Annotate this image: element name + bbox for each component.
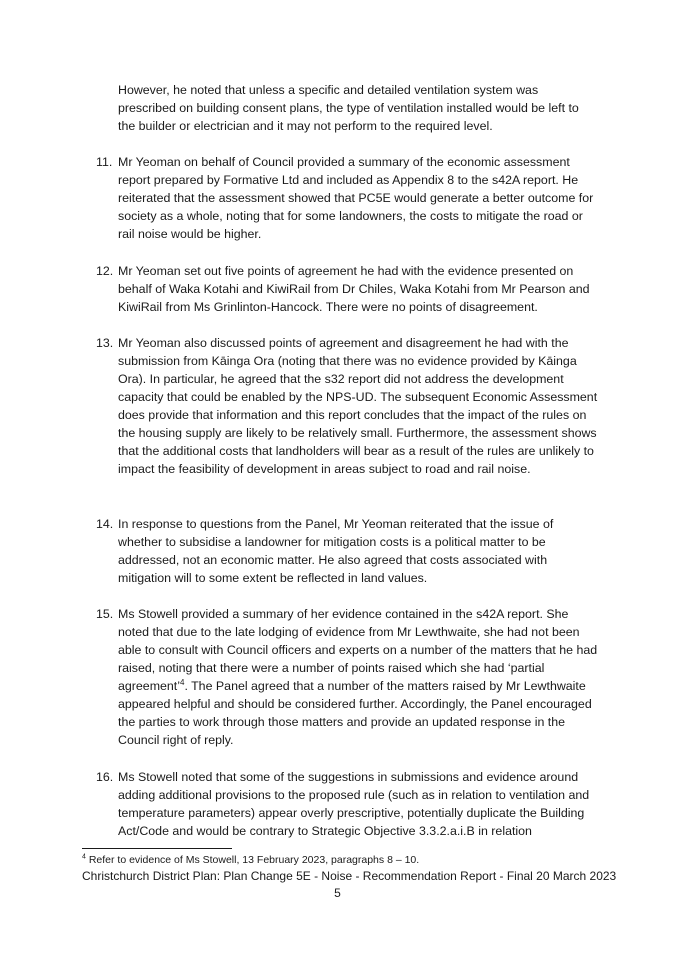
paragraph-number: 16. <box>96 770 114 784</box>
paragraph-text-part: . The Panel agreed that a number of the matters raised by Mr Lewthwaite appeared helpful and should be considered further. Accordingly, the Panel encouraged the parties to work through those matters and provide an updated response in the Council right of reply. <box>118 679 592 747</box>
paragraph-text: Ms Stowell noted that some of the suggestions in submissions and evidence around adding additional provisions to the proposed rule (such as in relation to ventilation and temperature parameters) appear overly prescriptive, potentially duplicate the Building Act/Code and would be contrary to Strategic Objective 3.3.2.a.i.B in relation <box>118 770 590 838</box>
footnote-marker: 4 <box>82 853 86 861</box>
paragraph-11 <box>96 153 598 243</box>
paragraph-text <box>118 605 598 749</box>
paragraph-14 <box>96 515 598 587</box>
page-footer: Christchurch District Plan: Plan Change 5E - Noise - Recommendation Report - Final 20 March 2023 <box>82 869 617 883</box>
footnote-text: Refer to evidence of Ms Stowell, 13 February 2023, paragraphs 8 – 10. <box>85 854 420 866</box>
paragraph-text-part: Ms Stowell provided a summary of her evidence contained in the s42A report. She noted that due to the late lodging of evidence from Mr Lewthwaite, she had not been able to consult with Council officers and experts on a number of the matters that he had raised, noting that there were a number of points raised which she had ‘partial agreement’ <box>118 607 598 693</box>
paragraph-text: Mr Yeoman on behalf of Council provided a summary of the economic assessment report prepared by Formative Ltd and included as Appendix 8 to the s42A report. He reiterated that the assessment showed that PC5E would generate a better outcome for society as a whole, noting that for some landowners, the costs to mitigate the road or rail noise would be higher. <box>118 155 594 241</box>
paragraph-number: 12. <box>96 264 114 278</box>
paragraph-16 <box>96 768 598 840</box>
paragraph-number: 11. <box>96 155 113 169</box>
paragraph-number: 15. <box>96 607 114 621</box>
paragraph-text: Mr Yeoman set out five points of agreement he had with the evidence presented on behalf of Waka Kotahi and KiwiRail from Dr Chiles, Waka Kotahi from Mr Pearson and KiwiRail from Ms Grinlinton-Hancock. There were no points of disagreement. <box>118 264 590 314</box>
intro-paragraph: However, he noted that unless a specific and detailed ventilation system was prescribed on building consent plans, the type of ventilation installed would be left to the builder or electrician and it may not perform to the required level. <box>118 83 579 133</box>
footnote-divider <box>82 848 232 849</box>
paragraph-13 <box>96 334 598 478</box>
page-number: 5 <box>334 886 341 900</box>
paragraph-number: 14. <box>96 517 114 531</box>
paragraph-12 <box>96 262 598 316</box>
paragraph-text: In response to questions from the Panel, Mr Yeoman reiterated that the issue of whether to subsidise a landowner for mitigation costs is a political matter to be addressed, not an economic matter. He also agreed that costs associated with mitigation will to some extent be reflected in land values. <box>118 517 554 585</box>
footnote-reference[interactable]: 4 <box>180 677 185 687</box>
paragraph-15 <box>96 605 598 749</box>
paragraph-text: Mr Yeoman also discussed points of agreement and disagreement he had with the submission from Kāinga Ora (noting that there was no evidence provided by Kāinga Ora). In particular, he agreed that the s32 report did not address the development capacity that could be enabled by the NPS-UD. The subsequent Economic Assessment does provide that information and this report concludes that the impact of the rules on the housing supply are likely to be relatively small. Furthermore, the assessment shows that the additional costs that landholders will bear as a result of the rules are unlikely to impact the feasibility of development in areas subject to road and rail noise. <box>118 336 598 476</box>
footnote <box>82 853 419 867</box>
paragraph-number: 13. <box>96 336 114 350</box>
